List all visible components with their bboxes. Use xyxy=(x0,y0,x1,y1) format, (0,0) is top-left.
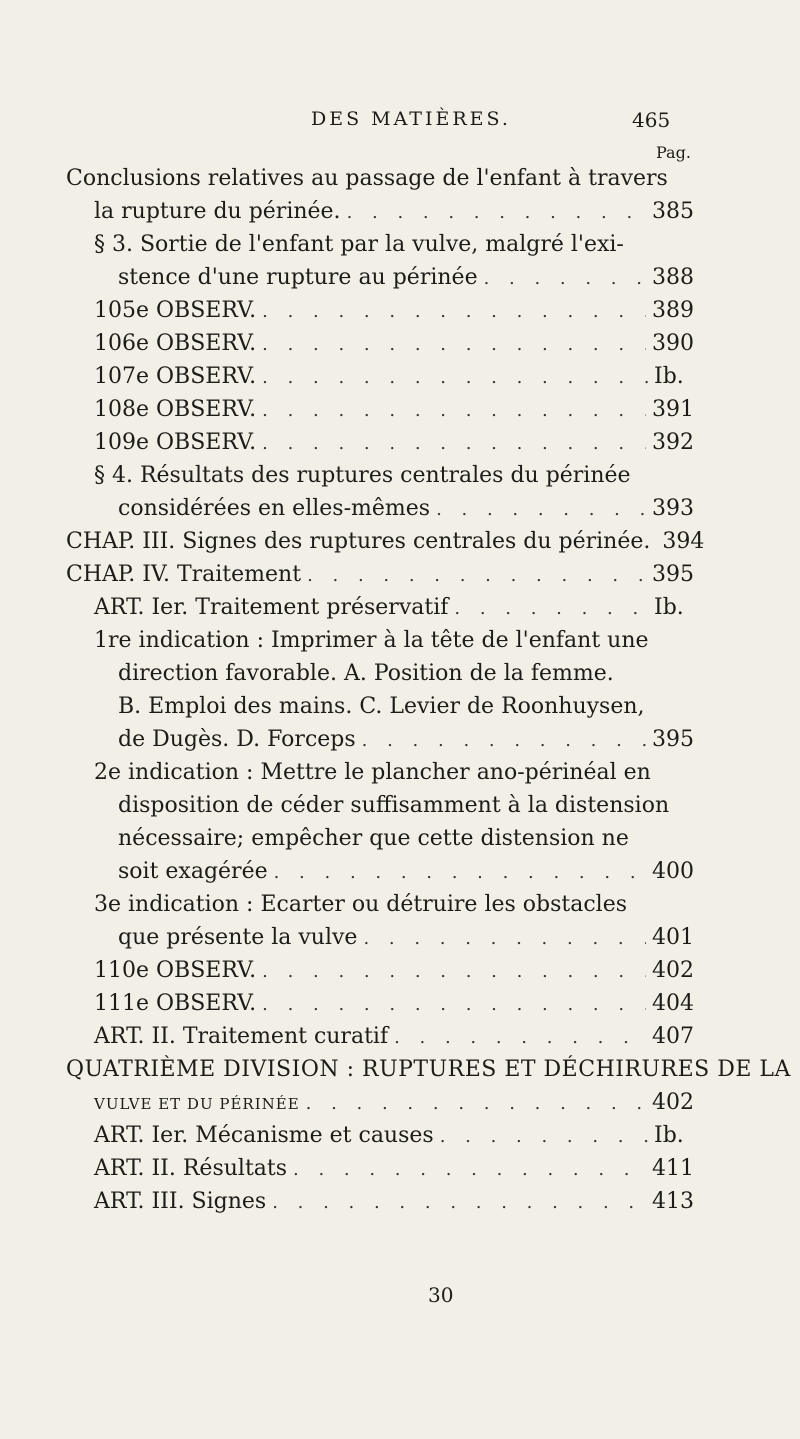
toc-line xyxy=(66,162,666,195)
toc-line xyxy=(94,1152,694,1185)
leader-dots xyxy=(394,1021,646,1054)
toc-page: 390 xyxy=(652,331,694,356)
toc-text: ART. Ier. Traitement préservatif xyxy=(94,595,449,620)
page-column-label: Pag. xyxy=(656,143,691,162)
toc-line xyxy=(94,195,694,228)
toc-text: 105e OBSERV. xyxy=(94,298,257,323)
leader-dots xyxy=(454,592,648,625)
toc-page: 400 xyxy=(652,859,694,884)
toc-page: 401 xyxy=(652,925,694,950)
toc-page: 394 xyxy=(662,529,705,554)
toc-line xyxy=(118,261,694,294)
toc-text: ART. III. Signes xyxy=(94,1189,267,1214)
toc-page: 392 xyxy=(652,430,694,455)
toc-page: Ib. xyxy=(654,1123,684,1148)
toc-text: 108e OBSERV. xyxy=(94,397,257,422)
division-heading xyxy=(66,1053,791,1086)
toc-line xyxy=(118,690,694,723)
leader-dots xyxy=(262,361,648,394)
toc-line xyxy=(118,822,694,855)
toc-text: 107e OBSERV. xyxy=(94,364,257,389)
toc-page: 411 xyxy=(652,1156,694,1181)
toc-line xyxy=(94,459,694,492)
leader-dots xyxy=(262,394,646,427)
toc-page: 391 xyxy=(652,397,694,422)
leader-dots xyxy=(274,856,646,889)
leader-dots xyxy=(484,262,646,295)
leader-dots xyxy=(272,1186,646,1219)
toc-text: ART. II. Résultats xyxy=(94,1156,288,1181)
leader-dots xyxy=(262,328,646,361)
toc-line xyxy=(118,657,694,690)
toc-text: CHAP. III. Signes des ruptures centrales du périnée. xyxy=(66,529,651,554)
toc-text: Conclusions relatives au passage de l'enfant à travers xyxy=(66,166,668,191)
leader-dots xyxy=(262,295,646,328)
toc-line xyxy=(118,855,694,888)
toc-line xyxy=(94,228,694,261)
leader-dots xyxy=(436,493,646,526)
toc-text: B. Emploi des mains. C. Levier de Roonhuysen, xyxy=(118,694,645,719)
page-number: 465 xyxy=(632,108,671,132)
signature-mark: 30 xyxy=(428,1283,454,1307)
toc-text: § 4. Résultats des ruptures centrales du périnée xyxy=(94,463,631,488)
toc-page: 404 xyxy=(652,991,694,1016)
toc-page: 402 xyxy=(652,958,694,983)
toc-text: ART. II. Traitement curatif xyxy=(94,1024,389,1049)
toc-page: 395 xyxy=(652,727,694,752)
toc-page: 393 xyxy=(652,496,694,521)
toc-text: disposition de céder suffisamment à la distension xyxy=(118,793,670,818)
toc-page: 395 xyxy=(652,562,694,587)
toc-text: 2e indication : Mettre le plancher ano-périnéal en xyxy=(94,760,651,785)
toc-text: de Dugès. D. Forceps xyxy=(118,727,356,752)
toc-line xyxy=(66,525,705,558)
toc-text: QUATRIÈME DIVISION : RUPTURES ET DÉCHIRURES DE LA xyxy=(66,1057,791,1082)
toc-line xyxy=(94,954,694,987)
toc-line xyxy=(94,426,694,459)
toc-line xyxy=(118,492,694,525)
toc-text: stence d'une rupture au périnée xyxy=(118,265,478,290)
toc-line xyxy=(66,558,694,591)
toc-page: Ib. xyxy=(654,595,684,620)
toc-line xyxy=(94,294,694,327)
leader-dots xyxy=(293,1153,646,1186)
toc-text: ART. Ier. Mécanisme et causes xyxy=(94,1123,434,1148)
toc-line xyxy=(94,1185,694,1218)
leader-dots xyxy=(363,922,646,955)
toc-page: 388 xyxy=(652,265,694,290)
leader-dots xyxy=(440,1120,648,1153)
toc-text: nécessaire; empêcher que cette distension ne xyxy=(118,826,629,851)
toc-text: considérées en elles-mêmes xyxy=(118,496,431,521)
toc-text: 1re indication : Imprimer à la tête de l'enfant une xyxy=(94,628,649,653)
toc-line xyxy=(94,1086,694,1119)
toc-line xyxy=(94,987,694,1020)
toc-line xyxy=(94,756,694,789)
toc-line xyxy=(118,921,694,954)
toc-text: § 3. Sortie de l'enfant par la vulve, malgré l'exi- xyxy=(94,232,624,257)
toc-page: 407 xyxy=(652,1024,694,1049)
toc-line xyxy=(94,591,694,624)
toc-text: que présente la vulve xyxy=(118,925,358,950)
toc-text: direction favorable. A. Position de la femme. xyxy=(118,661,614,686)
toc-line xyxy=(94,624,694,657)
toc-line xyxy=(94,360,694,393)
toc-page: 413 xyxy=(652,1189,694,1214)
toc-line xyxy=(118,789,694,822)
leader-dots xyxy=(347,196,646,229)
toc-text: 106e OBSERV. xyxy=(94,331,257,356)
leader-dots xyxy=(262,988,646,1021)
toc-text: la rupture du périnée. xyxy=(94,199,341,224)
toc-text: 3e indication : Ecarter ou détruire les obstacles xyxy=(94,892,628,917)
toc-line xyxy=(94,1119,694,1152)
toc-line xyxy=(94,393,694,426)
toc-line xyxy=(94,327,694,360)
toc-page: Ib. xyxy=(654,364,684,389)
toc-text: 111e OBSERV. xyxy=(94,991,257,1016)
toc-page: 389 xyxy=(652,298,694,323)
toc-text: CHAP. IV. Traitement xyxy=(66,562,302,587)
toc-text: soit exagérée xyxy=(118,859,268,884)
toc-text: VULVE ET DU PÉRINÉE xyxy=(94,1095,300,1113)
leader-dots xyxy=(262,955,646,988)
leader-dots xyxy=(262,427,646,460)
running-title: DES MATIÈRES. xyxy=(311,108,511,130)
toc-line xyxy=(94,888,694,921)
toc-text: 109e OBSERV. xyxy=(94,430,257,455)
leader-dots xyxy=(306,1087,646,1120)
toc-page: 402 xyxy=(652,1090,694,1115)
leader-dots xyxy=(307,559,646,592)
toc-line xyxy=(118,723,694,756)
toc-page: 385 xyxy=(652,199,694,224)
toc-line xyxy=(94,1020,694,1053)
toc-text: 110e OBSERV. xyxy=(94,958,257,983)
leader-dots xyxy=(362,724,646,757)
